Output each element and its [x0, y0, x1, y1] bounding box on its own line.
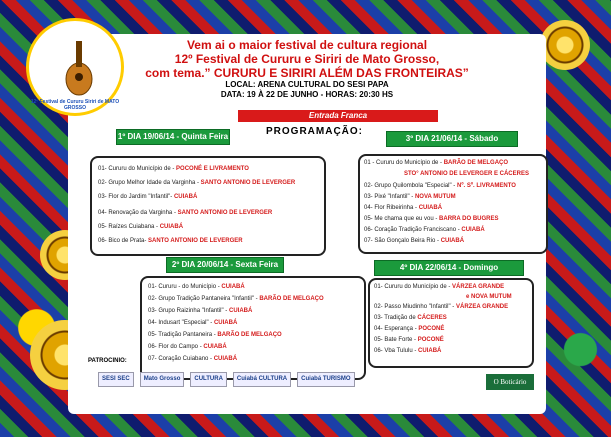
list-item: 05- Me chama que eu vou - BARRA DO BUGRES [364, 216, 499, 222]
list-item: e NOVA MUTUM [466, 294, 512, 300]
list-item: 07- São Gonçalo Beira Rio - CUIABÁ [364, 238, 465, 244]
list-item: 01- Cururu do Município de - POCONÉ E LIVRAMENTO [98, 166, 249, 172]
list-item: 02- Grupo Tradição Pantaneira "Infantil" - BARÃO DE MELGAÇO [148, 296, 324, 302]
list-item: 05- Bate Forte - POCONÉ [374, 337, 444, 343]
list-item: 02- Grupo Quilombola "Especial" - Nº. Sº. LIVRAMENTO [364, 183, 516, 189]
list-item: 04- Indusart "Especial" - CUIABÁ [148, 320, 238, 326]
logo-text: 12º Festival de Cururu Siriri de MATO GROSSO [30, 99, 120, 111]
festival-title: 12º Festival de Cururu e Siriri de Mato Grosso, [174, 52, 440, 66]
list-item: 05- Tradição Pantaneira - BARÃO DE MELGAÇO [148, 332, 282, 338]
sponsor-logo: SESI SEC [98, 372, 134, 387]
free-entry-banner: Entrada Franca [238, 110, 438, 122]
day2-box [140, 276, 366, 380]
sponsor-logo: Cuiabá TURISMO [297, 372, 354, 387]
sponsor-logos [98, 372, 355, 388]
header [68, 38, 546, 100]
day2-header: 2º DIA 20/06/14 - Sexta Feira [166, 257, 284, 273]
sponsor-logo: Cuiabá CULTURA [233, 372, 291, 387]
day4-box [368, 278, 534, 368]
list-item: 04- Esperança - POCONÉ [374, 326, 445, 332]
list-item: 02- Passo Miudinho "Infantil" - VÁRZEA GRANDE [374, 304, 509, 310]
list-item: 07- Coração Cuiabano - CUIABÁ [148, 356, 238, 362]
date-time: DATA: 19 À 22 DE JUNHO - HORAS: 20:30 HS [220, 90, 394, 99]
headline: Vem ai o maior festival de cultura regional [186, 38, 428, 52]
boticario-logo: O Boticário [486, 374, 534, 390]
sponsor-label: PATROCINIO: [88, 358, 127, 364]
list-item: 01 - Cururu do Município de - BARÃO DE MELGAÇO [364, 160, 509, 166]
list-item: 06- Bico de Prata- SANTO ANTONIO DE LEVERGER [98, 238, 243, 244]
list-item: 02- Grupo Melhor Idade da Varginha - SANTO ANTONIO DE LEVERGER [98, 180, 296, 186]
sponsor-logo: CULTURA [190, 372, 227, 387]
day1-box [90, 156, 326, 256]
list-item: 06- Flor do Campo - CUIABÁ [148, 344, 227, 350]
festival-theme: com tema.” CURURU E SIRIRI ALÉM DAS FRONTEIRAS” [145, 66, 469, 80]
list-item: 03- Flor do Jardim "Infantil"- CUIABÁ [98, 194, 198, 200]
day3-box [358, 154, 548, 254]
day1-header: 1º DIA 19/06/14 - Quinta Feira [116, 129, 230, 145]
day4-header: 4º DIA 22/06/14 - Domingo [374, 260, 524, 276]
list-item: 01- Cururu - do Município - CUIABÁ [148, 284, 245, 290]
program-heading: PROGRAMAÇÃO: [266, 126, 363, 137]
list-item: 04- Renovação da Varginha - SANTO ANTONIO DE LEVERGER [98, 210, 273, 216]
list-item: 05- Raízes Cuiabana - CUIABÁ [98, 224, 184, 230]
location: LOCAL: ARENA CULTURAL DO SESI PAPA [225, 80, 389, 89]
list-item: 03- Tradição de CÁCERES [374, 315, 447, 321]
list-item: 03- Pixé "Infantil" - NOVA MUTUM [364, 194, 456, 200]
list-item: 06- Vba Tululu - CUIABÁ [374, 348, 442, 354]
list-item: STO° ANTONIO DE LEVERGER E CÁCERES [404, 171, 529, 177]
day3-header: 3º DIA 21/06/14 - Sábado [386, 131, 518, 147]
list-item: 03- Grupo Raizinha "Infantil" - CUIABÁ [148, 308, 253, 314]
list-item: 06- Coração Tradição Franciscano - CUIABÁ [364, 227, 485, 233]
decorative-flower [540, 20, 590, 70]
list-item: 01- Cururu do Município de - VÁRZEA GRANDE [374, 284, 505, 290]
festival-logo [26, 18, 124, 116]
program-panel [68, 34, 546, 414]
sponsor-logo: Mato Grosso [140, 372, 185, 387]
list-item: 04- Flor Ribeirinha - CUIABÁ [364, 205, 443, 211]
